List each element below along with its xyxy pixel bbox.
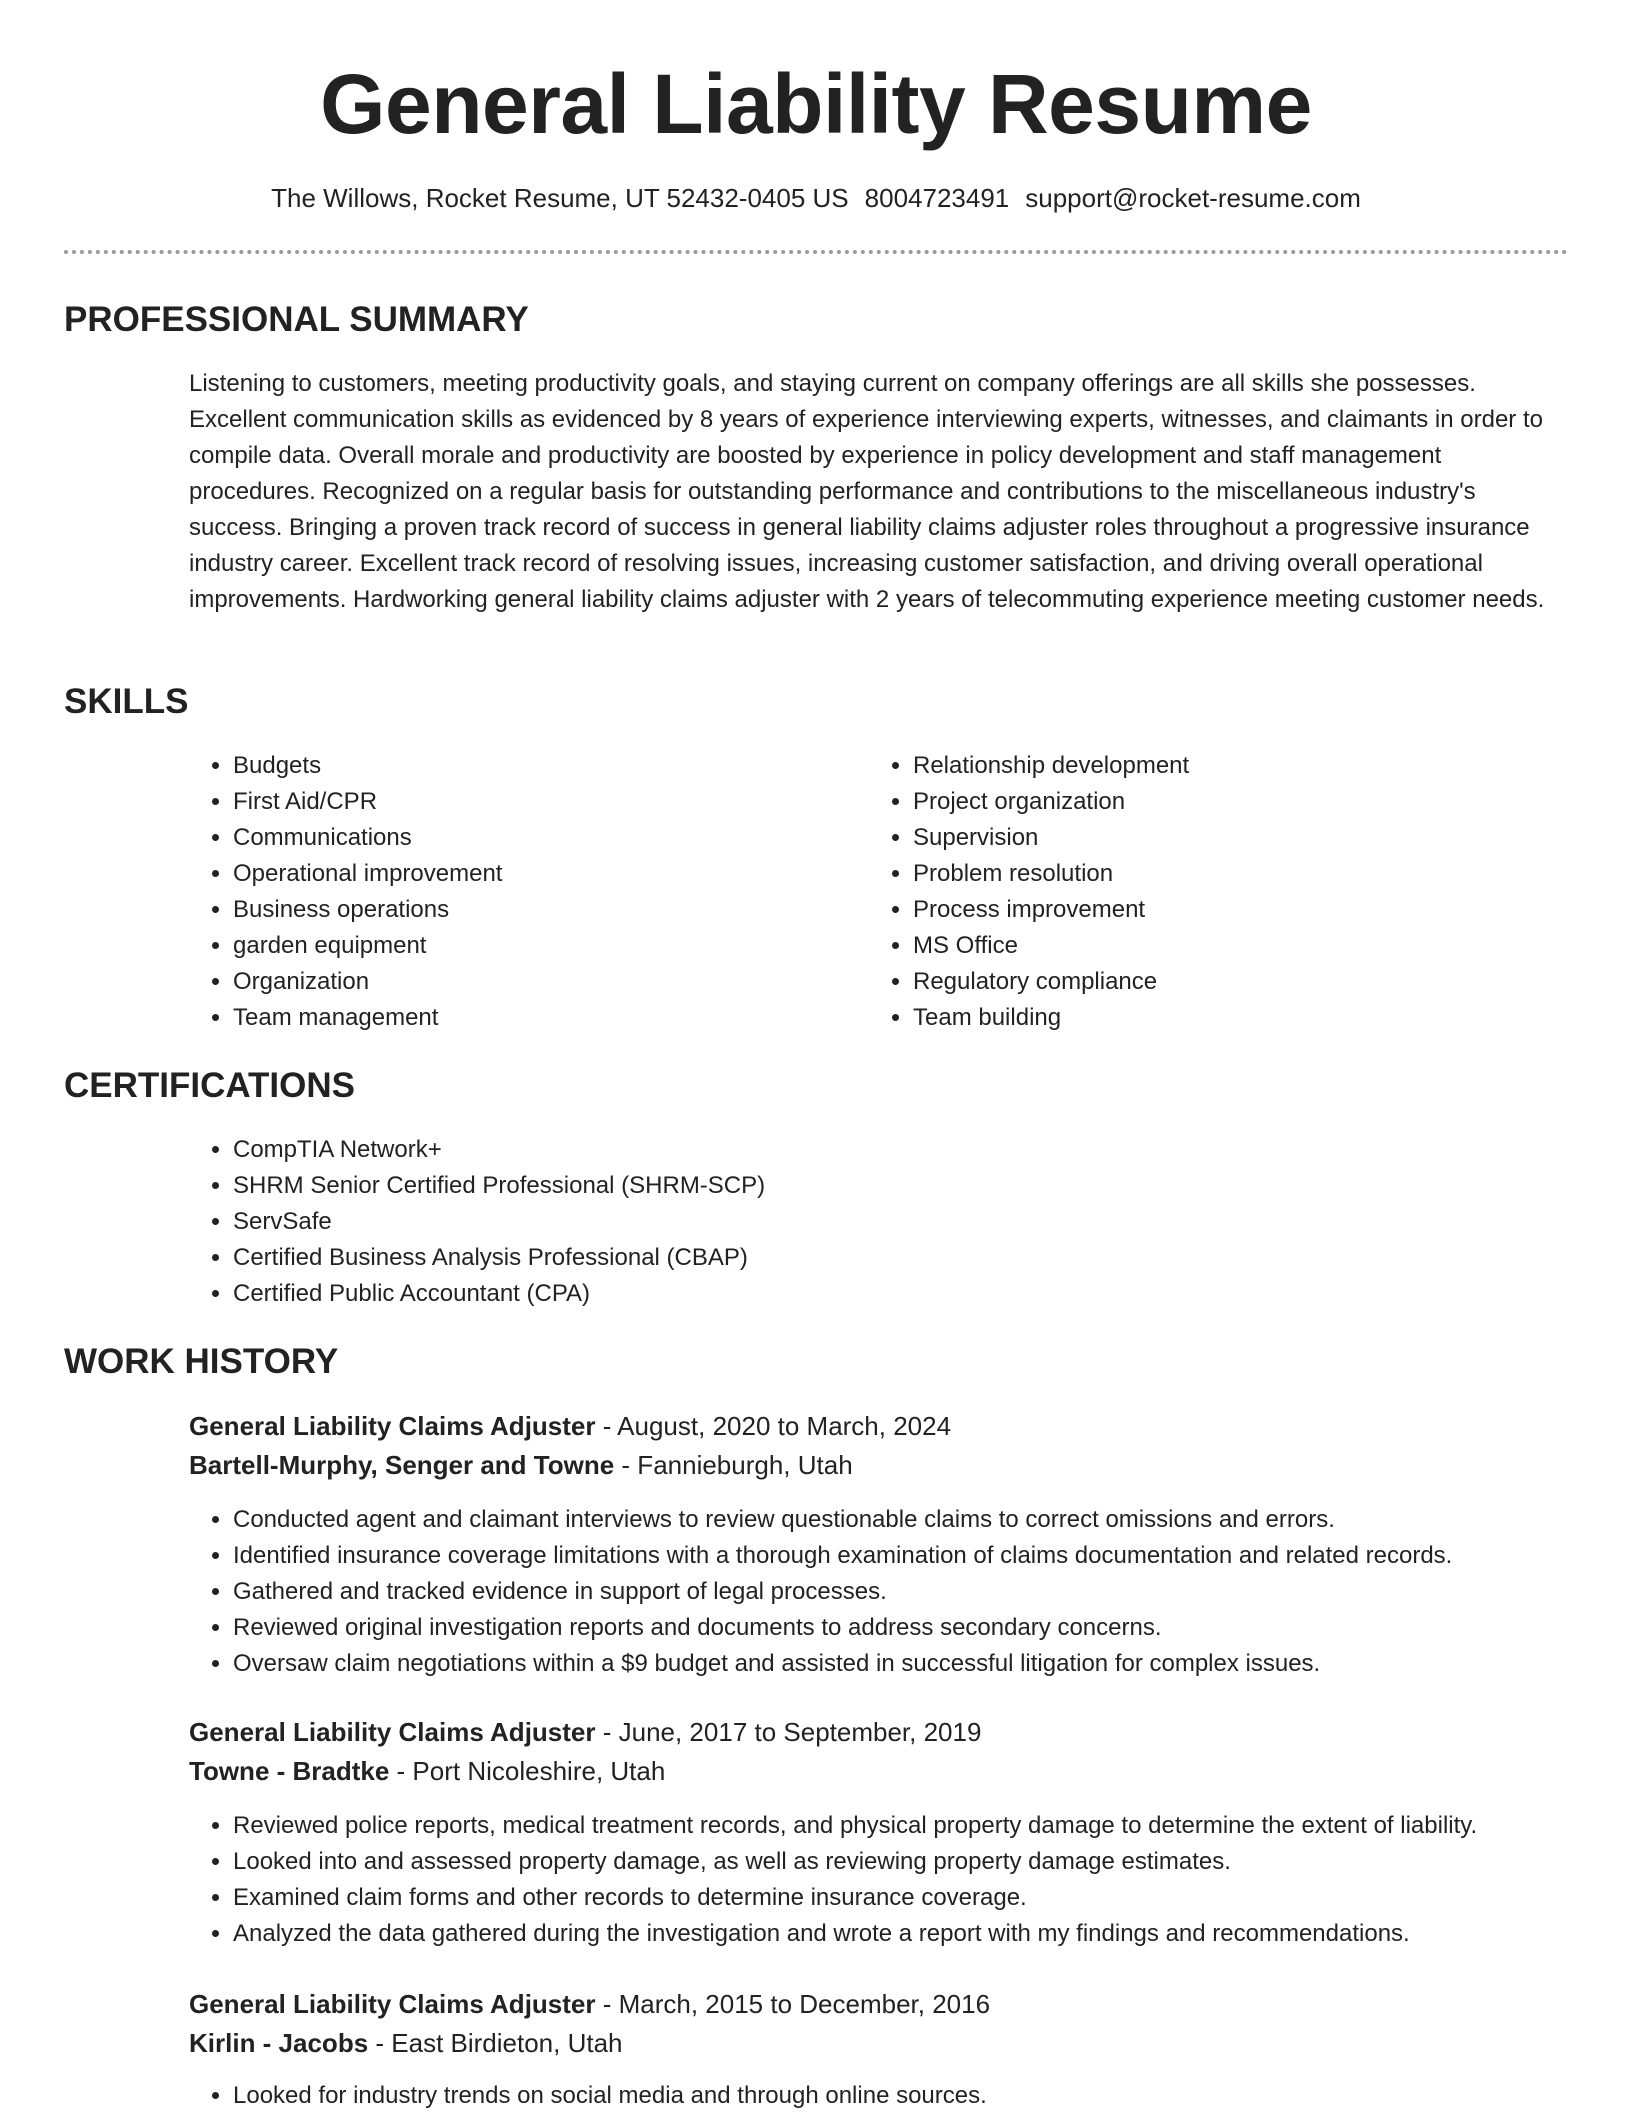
skill-item: • Operational improvement: [233, 856, 853, 892]
skill-item: • Team building: [913, 1000, 1533, 1036]
skill-item: • garden equipment: [233, 928, 853, 964]
job-title-line: [189, 1713, 981, 1751]
job-company: Bartell-Murphy, Senger and Towne: [189, 1450, 615, 1480]
skills-list-left: [189, 748, 853, 1036]
job-bullet: • Analyzed the data gathered during the investigation and wrote a report with my findings and recommendations.: [233, 1916, 1613, 1952]
work-history-heading: WORK HISTORY: [64, 1342, 339, 1381]
job-location: - Fannieburgh, Utah: [614, 1450, 853, 1480]
job-bullet: • Reviewed police reports, medical treatment records, and physical property damage to determine the extent of liability.: [233, 1808, 1613, 1844]
skills-list-right: [869, 748, 1533, 1036]
job-title-line: [189, 1407, 951, 1445]
job-company: Towne - Bradtke: [189, 1756, 390, 1786]
skill-item: • Business operations: [233, 892, 853, 928]
contact-line: [0, 180, 1632, 216]
job-company-line: [189, 1446, 853, 1484]
job-bullet: • Reviewed original investigation reports and documents to address secondary concerns.: [233, 1610, 1613, 1646]
summary-heading: PROFESSIONAL SUMMARY: [64, 300, 529, 339]
job-title-line: [189, 1985, 990, 2023]
job-bullet: • Looked into and assessed property damage, as well as reviewing property damage estimates.: [233, 1844, 1613, 1880]
job-bullets: [189, 1502, 1613, 1682]
skill-item: • Project organization: [913, 784, 1533, 820]
skill-item: • Problem resolution: [913, 856, 1533, 892]
job-bullet: • Gathered and tracked evidence in support of legal processes.: [233, 1574, 1613, 1610]
skill-item: • Process improvement: [913, 892, 1533, 928]
job-bullet: • Identified insurance coverage limitations with a thorough examination of claims documentation and related records.: [233, 1538, 1613, 1574]
skill-item: • Team management: [233, 1000, 853, 1036]
skill-item: • Communications: [233, 820, 853, 856]
skill-item: • Supervision: [913, 820, 1533, 856]
job-bullets: [189, 1808, 1613, 1952]
skills-heading: SKILLS: [64, 682, 189, 721]
job-bullet: • Examined claim forms and other records to determine insurance coverage.: [233, 1880, 1613, 1916]
job-company: Kirlin - Jacobs: [189, 2028, 369, 2058]
certifications-list: [189, 1132, 1533, 1312]
job-location: - Port Nicoleshire, Utah: [389, 1756, 666, 1786]
job-bullet: • Looked for industry trends on social media and through online sources.: [233, 2078, 1613, 2114]
job-title: General Liability Claims Adjuster: [189, 1411, 596, 1441]
job-title: General Liability Claims Adjuster: [189, 1989, 596, 2019]
skill-item: • MS Office: [913, 928, 1533, 964]
certification-item: • ServSafe: [233, 1204, 1533, 1240]
certification-item: • Certified Public Accountant (CPA): [233, 1276, 1533, 1312]
job-bullet: • Oversaw claim negotiations within a $9 budget and assisted in successful litigation for complex issues.: [233, 1646, 1613, 1682]
resume-name: General Liability Resume: [320, 57, 1312, 151]
contact-phone: 8004723491: [864, 183, 1010, 213]
contact-address: The Willows, Rocket Resume, UT 52432-0405 US: [271, 183, 849, 213]
job-company-line: [189, 2024, 623, 2062]
certification-item: • SHRM Senior Certified Professional (SHRM-SCP): [233, 1168, 1533, 1204]
skill-item: • Regulatory compliance: [913, 964, 1533, 1000]
job-location: - East Birdieton, Utah: [368, 2028, 623, 2058]
header-divider: [64, 250, 1568, 254]
job-dates: - August, 2020 to March, 2024: [595, 1411, 952, 1441]
skill-item: • Organization: [233, 964, 853, 1000]
job-company-line: [189, 1752, 665, 1790]
summary-text: Listening to customers, meeting productivity goals, and staying current on company offerings are all skills she possesses. Excellent communication skills as evidenced by 8 years of experience interviewing experts, witnesses, and claimants in order to compile data. Overall morale and productivity are boosted by experience in policy development and staff management procedures. Recognized on a regular basis for outstanding performance and contributions to the miscellaneous industry's success. Bringing a proven track record of success in general liability claims adjuster roles throughout a progressive insurance industry career. Excellent track record of resolving issues, increasing customer satisfaction, and driving overall operational improvements. Hardworking general liability claims adjuster with 2 years of telecommuting experience meeting customer needs.: [189, 370, 1545, 613]
certification-item: • Certified Business Analysis Professional (CBAP): [233, 1240, 1533, 1276]
job-bullets: [189, 2078, 1613, 2114]
job-bullet: • Conducted agent and claimant interviews to review questionable claims to correct omissions and errors.: [233, 1502, 1613, 1538]
skill-item: • Relationship development: [913, 748, 1533, 784]
certifications-heading: CERTIFICATIONS: [64, 1066, 356, 1105]
job-dates: - June, 2017 to September, 2019: [595, 1717, 982, 1747]
skill-item: • First Aid/CPR: [233, 784, 853, 820]
job-dates: - March, 2015 to December, 2016: [595, 1989, 991, 2019]
job-title: General Liability Claims Adjuster: [189, 1717, 596, 1747]
contact-email[interactable]: support@rocket-resume.com: [1025, 183, 1361, 213]
skill-item: • Budgets: [233, 748, 853, 784]
certification-item: • CompTIA Network+: [233, 1132, 1533, 1168]
